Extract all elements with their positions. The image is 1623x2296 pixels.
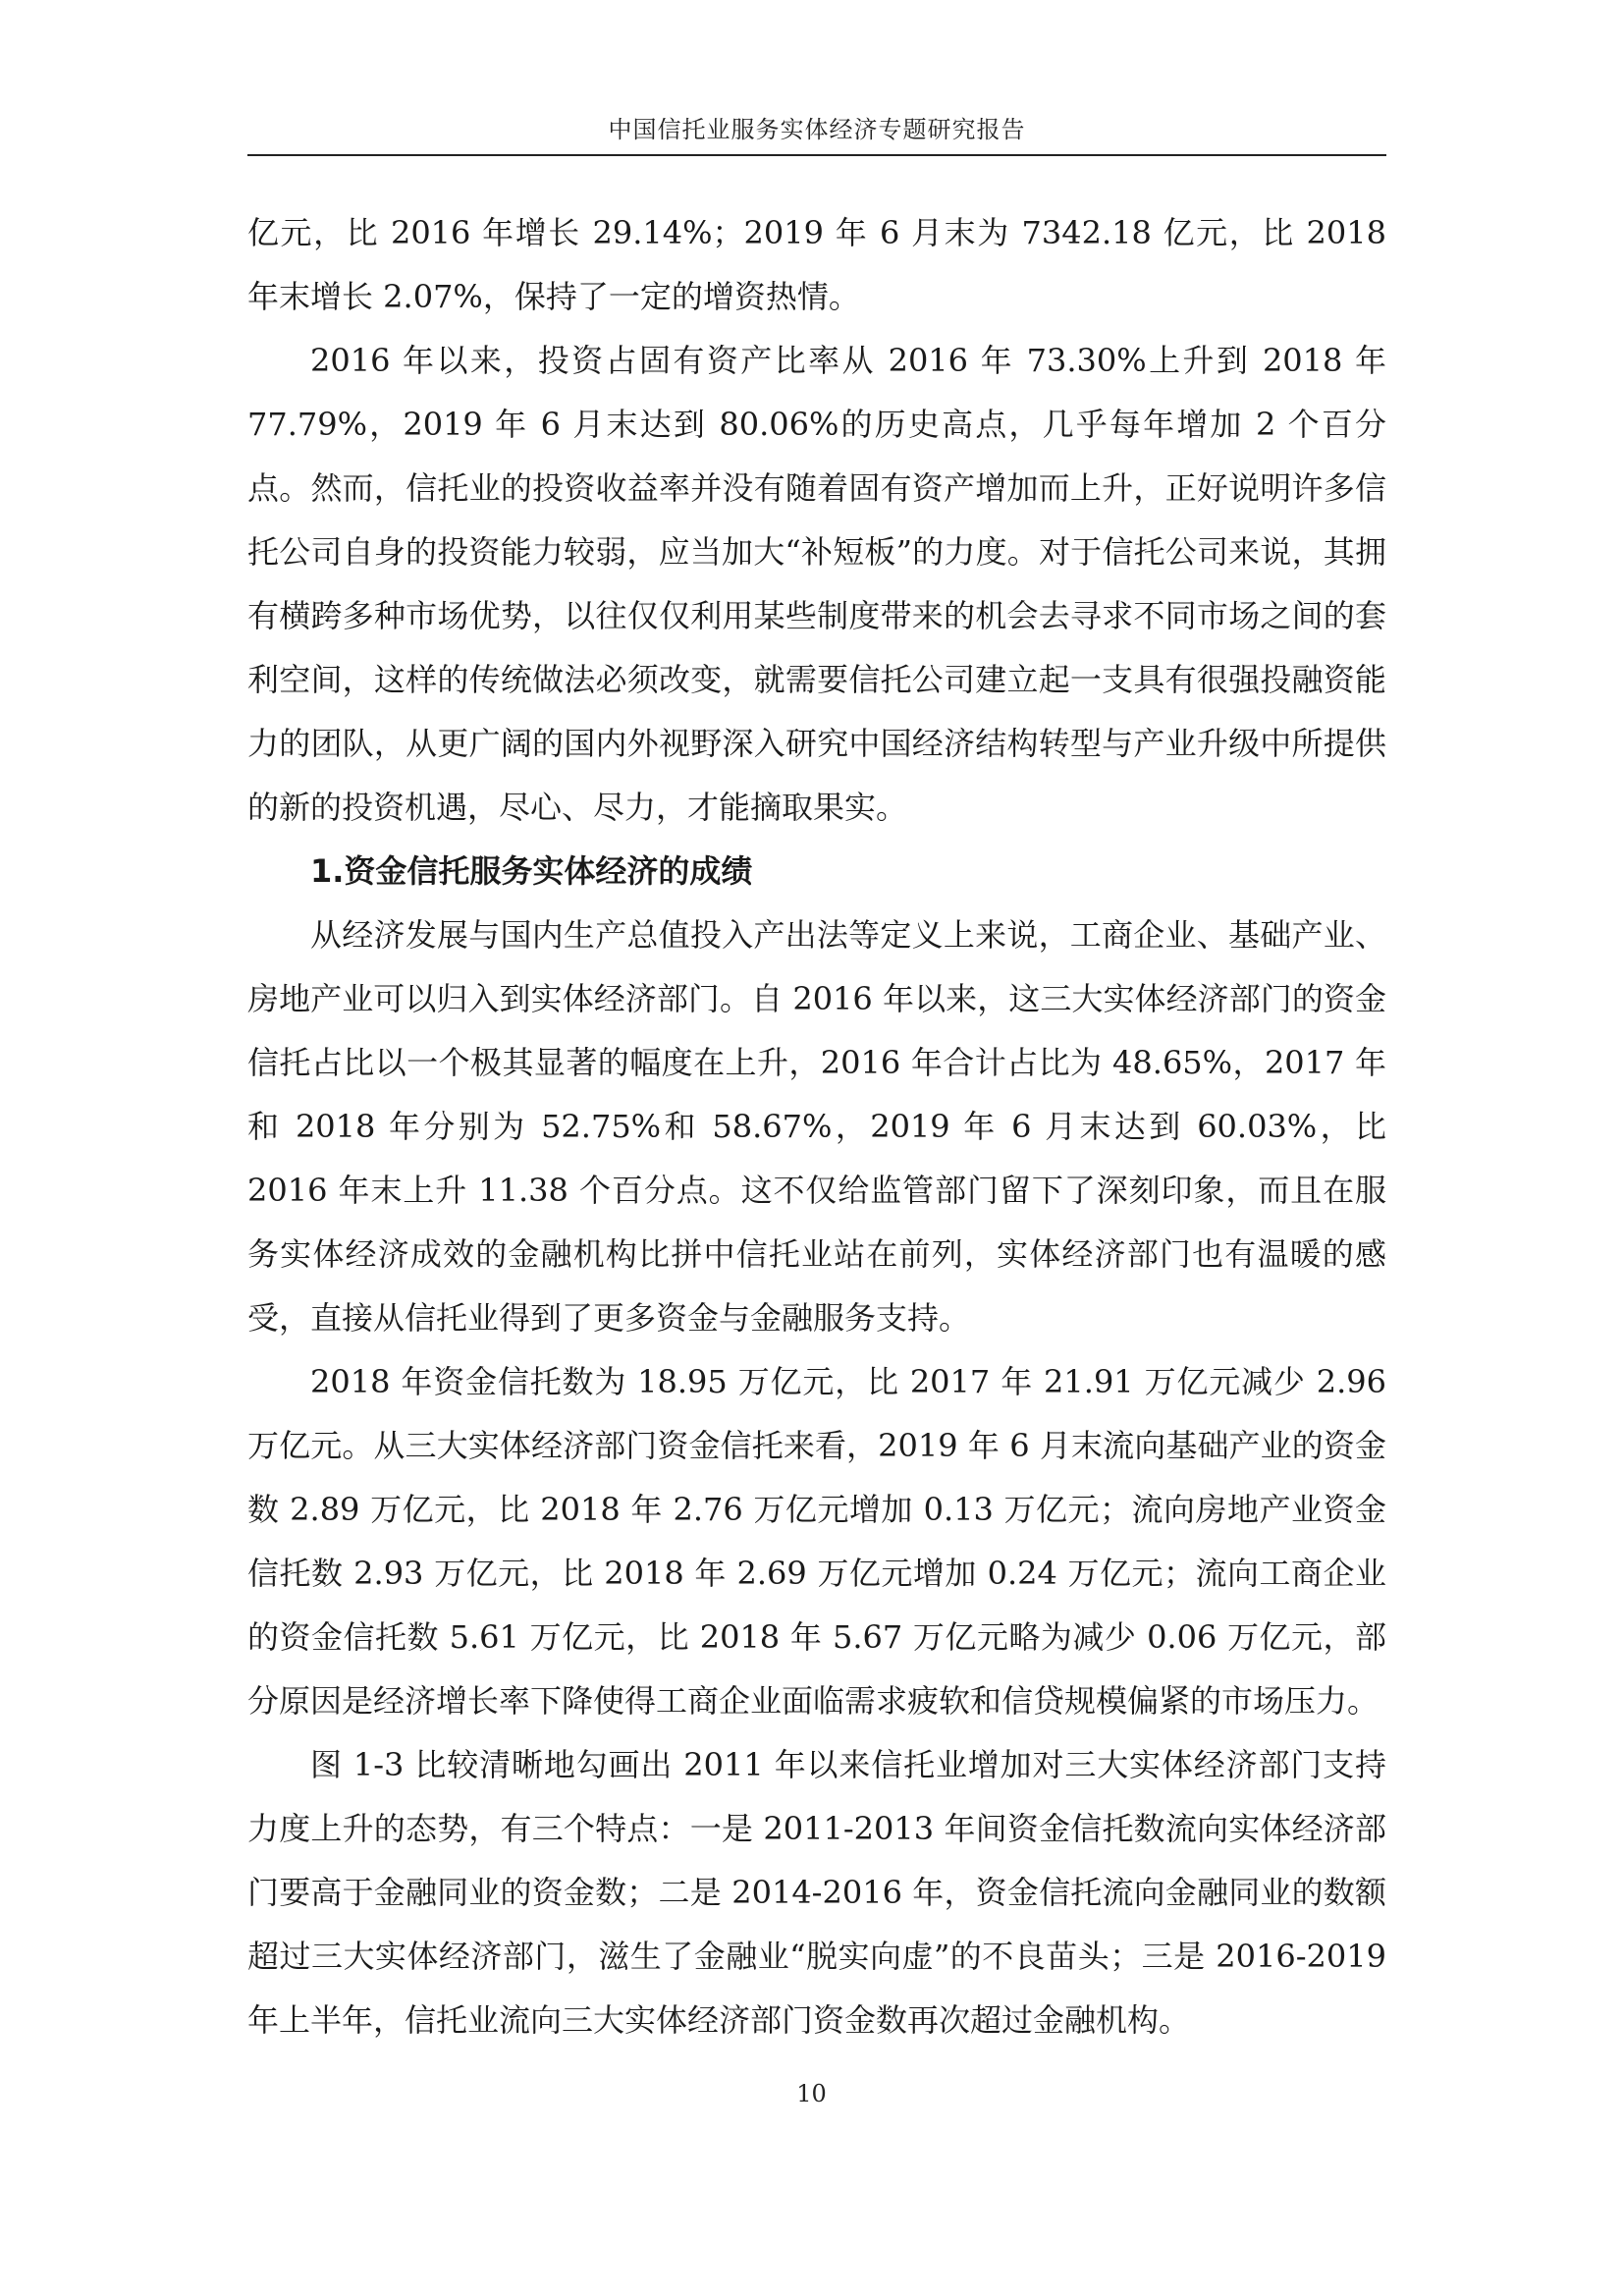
paragraph-real-economy-share: 从经济发展与国内生产总值投入产出法等定义上来说，工商企业、基础产业、房地产业可以归入到实体经济部门。自 2016 年以来，这三大实体经济部门的资金信托占比以一个极其显著的幅度在上升，2016 年合计占比为 48.65%，2017 年和 2018 年分别为 52.75%和 58.67%，2019 年 6 月末达到 60.03%，比 2016 年末上升 11.38 个百分点。这不仅给监管部门留下了深刻印象，而且在服务实体经济成效的金融机构比拼中信托业站在前列，实体经济部门也有温暖的感受，直接从信托业得到了更多资金与金融服务支持。 bbox=[247, 916, 1386, 1337]
document-body bbox=[247, 201, 1386, 2052]
paragraph-continuation: 亿元，比 2016 年增长 29.14%；2019 年 6 月末为 7342.18 亿元，比 2018 年末增长 2.07%，保持了一定的增资热情。 bbox=[247, 214, 1386, 315]
page-header-title: 中国信托业服务实体经济专题研究报告 bbox=[608, 116, 1026, 143]
section-heading: 1.资金信托服务实体经济的成绩 bbox=[310, 852, 753, 890]
page-number: 10 bbox=[796, 2080, 827, 2107]
header-divider bbox=[247, 154, 1386, 156]
paragraph-investment-ratio: 2016 年以来，投资占固有资产比率从 2016 年 73.30%上升到 2018 年 77.79%，2019 年 6 月末达到 80.06%的历史高点，几乎每年增加 2 个百分点。然而，信托业的投资收益率并没有随着固有资产增加而上升，正好说明许多信托公司自身的投资能力较弱，应当加大“补短板”的力度。对于信托公司来说，其拥有横跨多种市场优势，以往仅仅利用某些制度带来的机会去寻求不同市场之间的套利空间，这样的传统做法必须改变，就需要信托公司建立起一支具有很强投融资能力的团队，从更广阔的国内外视野深入研究中国经济结构转型与产业升级中所提供的新的投资机遇，尽心、尽力，才能摘取果实。 bbox=[247, 342, 1386, 826]
paragraph-figure-description: 图 1-3 比较清晰地勾画出 2011 年以来信托业增加对三大实体经济部门支持力度上升的态势，有三个特点：一是 2011-2013 年间资金信托数流向实体经济部门要高于金融同业的资金数；二是 2014-2016 年，资金信托流向金融同业的数额超过三大实体经济部门，滋生了金融业“脱实向虚”的不良苗头；三是 2016-2019 年上半年，信托业流向三大实体经济部门资金数再次超过金融机构。 bbox=[247, 1746, 1386, 2039]
paragraph-fund-trust-amounts: 2018 年资金信托数为 18.95 万亿元，比 2017 年 21.91 万亿元减少 2.96 万亿元。从三大实体经济部门资金信托来看，2019 年 6 月末流向基础产业的资金数 2.89 万亿元，比 2018 年 2.76 万亿元增加 0.13 万亿元；流向房地产业资金信托数 2.93 万亿元，比 2018 年 2.69 万亿元增加 0.24 万亿元；流向工商企业的资金信托数 5.61 万亿元，比 2018 年 5.67 万亿元略为减少 0.06 万亿元，部分原因是经济增长率下降使得工商企业面临需求疲软和信贷规模偏紧的市场压力。 bbox=[247, 1363, 1386, 1720]
